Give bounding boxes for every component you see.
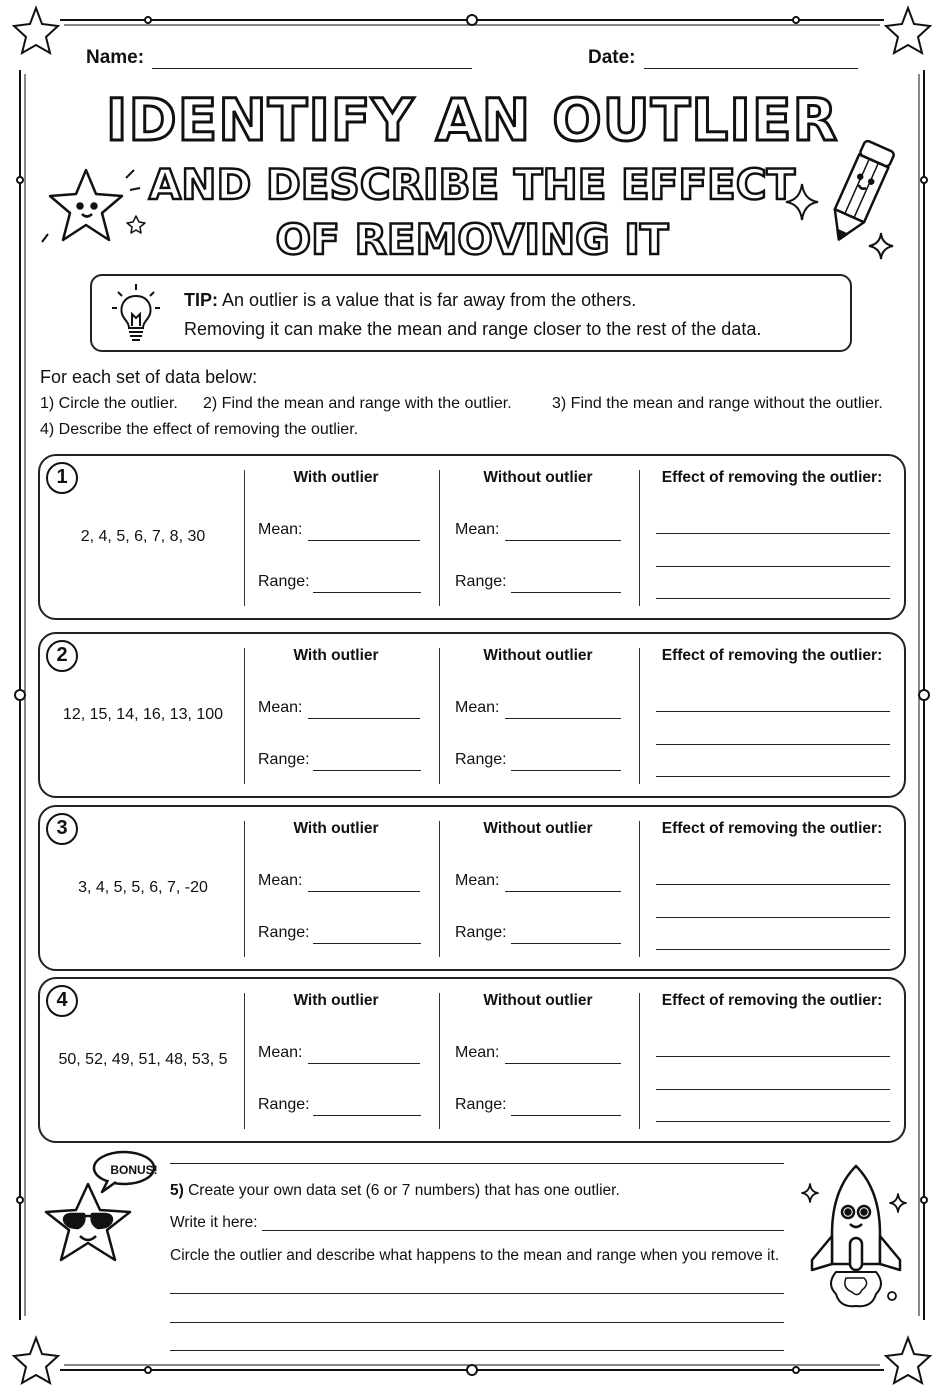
name-field[interactable] bbox=[152, 68, 472, 69]
range-label: Range: bbox=[258, 573, 310, 590]
column-divider bbox=[639, 648, 640, 784]
date-label: Date: bbox=[588, 47, 636, 68]
star-icon bbox=[40, 156, 150, 252]
lightbulb-icon bbox=[110, 282, 162, 346]
tip-box bbox=[90, 274, 852, 352]
effect-heading: Effect of removing the outlier: bbox=[661, 469, 883, 486]
effect-line-2[interactable] bbox=[656, 744, 890, 745]
bonus-answer-line-1[interactable] bbox=[170, 1293, 784, 1294]
range-with-field[interactable] bbox=[313, 770, 421, 771]
column-divider bbox=[439, 470, 440, 606]
problem-number: 1 bbox=[46, 462, 78, 494]
bonus-badge: BONUS! bbox=[110, 1163, 158, 1177]
effect-line-3[interactable] bbox=[656, 949, 890, 950]
problem-card bbox=[38, 977, 906, 1143]
column-divider bbox=[439, 648, 440, 784]
problem-data-set[interactable]: 12, 15, 14, 16, 13, 100 bbox=[62, 706, 224, 723]
bonus-circle-prompt: Circle the outlier and describe what happens to the mean and range when you remove it. bbox=[170, 1247, 780, 1264]
effect-line-2[interactable] bbox=[656, 566, 890, 567]
mean-with-field[interactable] bbox=[308, 1063, 420, 1064]
mean-without-field[interactable] bbox=[505, 891, 621, 892]
effect-line-3[interactable] bbox=[656, 598, 890, 599]
column-divider bbox=[439, 993, 440, 1129]
instruction-step-3: 3) Find the mean and range without the outlier. bbox=[552, 395, 883, 412]
range-without-field[interactable] bbox=[511, 592, 621, 593]
instruction-step-4: 4) Describe the effect of removing the outlier. bbox=[40, 421, 359, 438]
with-outlier-heading: With outlier bbox=[293, 647, 379, 664]
title-line-3: OF REMOVING IT bbox=[275, 215, 669, 264]
problem-number: 3 bbox=[46, 813, 78, 845]
name-label: Name: bbox=[86, 47, 145, 68]
without-outlier-heading: Without outlier bbox=[483, 647, 593, 664]
column-divider bbox=[639, 821, 640, 957]
effect-line-2[interactable] bbox=[656, 1089, 890, 1090]
effect-line-1[interactable] bbox=[656, 884, 890, 885]
effect-line-1[interactable] bbox=[656, 533, 890, 534]
problem-number: 2 bbox=[46, 640, 78, 672]
mean-with-field[interactable] bbox=[308, 718, 420, 719]
bonus-top-rule bbox=[170, 1163, 784, 1164]
range-label: Range: bbox=[258, 751, 310, 768]
bonus-prompt-text: Create your own data set (6 or 7 numbers) that has one outlier. bbox=[183, 1182, 620, 1199]
problem-data-set[interactable]: 50, 52, 49, 51, 48, 53, 5 bbox=[58, 1051, 228, 1068]
effect-heading: Effect of removing the outlier: bbox=[661, 647, 883, 664]
range-label: Range: bbox=[258, 924, 310, 941]
range-with-field[interactable] bbox=[313, 943, 421, 944]
column-divider bbox=[244, 470, 245, 606]
range-label: Range: bbox=[455, 573, 507, 590]
instruction-step-1: 1) Circle the outlier. bbox=[40, 395, 178, 412]
mean-without-field[interactable] bbox=[505, 1063, 621, 1064]
tip-line-2: Removing it can make the mean and range closer to the rest of the data. bbox=[184, 319, 762, 339]
mean-label: Mean: bbox=[455, 521, 500, 538]
tip-text-1: An outlier is a value that is far away from the others. bbox=[218, 290, 637, 310]
rocket-icon bbox=[796, 1160, 916, 1316]
problem-card bbox=[38, 454, 906, 620]
tip-label: TIP: bbox=[184, 290, 218, 310]
bonus-answer-line-3[interactable] bbox=[170, 1350, 784, 1351]
column-divider bbox=[639, 993, 640, 1129]
range-without-field[interactable] bbox=[511, 1115, 621, 1116]
range-with-field[interactable] bbox=[313, 1115, 421, 1116]
effect-line-2[interactable] bbox=[656, 917, 890, 918]
mean-label: Mean: bbox=[258, 699, 303, 716]
mean-label: Mean: bbox=[455, 699, 500, 716]
bonus-prompt bbox=[170, 1182, 620, 1200]
bonus-write-label: Write it here: bbox=[170, 1214, 258, 1231]
bonus-answer-line-2[interactable] bbox=[170, 1322, 784, 1323]
with-outlier-heading: With outlier bbox=[293, 992, 379, 1009]
mean-without-field[interactable] bbox=[505, 540, 621, 541]
range-label: Range: bbox=[258, 1096, 310, 1113]
problem-number: 4 bbox=[46, 985, 78, 1017]
mean-label: Mean: bbox=[455, 872, 500, 889]
range-label: Range: bbox=[455, 1096, 507, 1113]
pencil-icon bbox=[820, 134, 900, 252]
bonus-write-field[interactable] bbox=[262, 1230, 784, 1231]
instructions-intro: For each set of data below: bbox=[40, 367, 258, 387]
mean-label: Mean: bbox=[258, 1044, 303, 1061]
tip-line-1 bbox=[184, 290, 636, 311]
range-label: Range: bbox=[455, 924, 507, 941]
mean-with-field[interactable] bbox=[308, 540, 420, 541]
column-divider bbox=[244, 821, 245, 957]
with-outlier-heading: With outlier bbox=[293, 820, 379, 837]
title-line-2: AND DESCRIBE THE EFFECT bbox=[148, 160, 796, 209]
with-outlier-heading: With outlier bbox=[293, 469, 379, 486]
without-outlier-heading: Without outlier bbox=[483, 992, 593, 1009]
instruction-step-2: 2) Find the mean and range with the outlier. bbox=[203, 395, 512, 412]
effect-line-3[interactable] bbox=[656, 1121, 890, 1122]
range-with-field[interactable] bbox=[313, 592, 421, 593]
column-divider bbox=[439, 821, 440, 957]
bonus-number: 5) bbox=[170, 1182, 184, 1199]
mean-with-field[interactable] bbox=[308, 891, 420, 892]
effect-line-1[interactable] bbox=[656, 711, 890, 712]
effect-heading: Effect of removing the outlier: bbox=[661, 820, 883, 837]
without-outlier-heading: Without outlier bbox=[483, 469, 593, 486]
problem-data-set[interactable]: 2, 4, 5, 6, 7, 8, 30 bbox=[80, 528, 206, 545]
effect-heading: Effect of removing the outlier: bbox=[661, 992, 883, 1009]
mean-label: Mean: bbox=[258, 872, 303, 889]
sparkle-icon bbox=[782, 180, 822, 224]
problem-card bbox=[38, 805, 906, 971]
range-without-field[interactable] bbox=[511, 943, 621, 944]
range-without-field[interactable] bbox=[511, 770, 621, 771]
range-label: Range: bbox=[455, 751, 507, 768]
effect-line-3[interactable] bbox=[656, 776, 890, 777]
date-field[interactable] bbox=[644, 68, 858, 69]
mean-without-field[interactable] bbox=[505, 718, 621, 719]
effect-line-1[interactable] bbox=[656, 1056, 890, 1057]
column-divider bbox=[244, 648, 245, 784]
title-line-1: IDENTIFY AN OUTLIER bbox=[105, 86, 839, 154]
mean-label: Mean: bbox=[258, 521, 303, 538]
column-divider bbox=[244, 993, 245, 1129]
without-outlier-heading: Without outlier bbox=[483, 820, 593, 837]
column-divider bbox=[639, 470, 640, 606]
problem-data-set[interactable]: 3, 4, 5, 5, 6, 7, -20 bbox=[78, 879, 208, 896]
problem-card bbox=[38, 632, 906, 798]
mean-label: Mean: bbox=[455, 1044, 500, 1061]
